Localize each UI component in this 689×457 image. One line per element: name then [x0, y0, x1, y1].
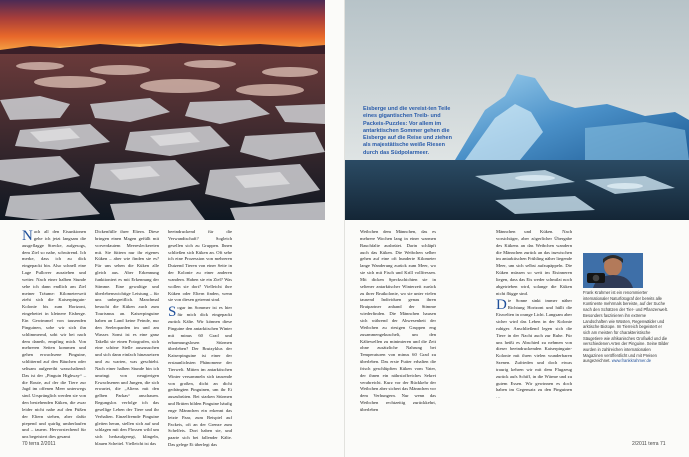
folio-right: 2/2011 terra 71 [632, 441, 666, 447]
photo-caption: Eisberge und die vereist-ten Teile eines gigantischen Treib- und Packeis-Puzzles: Vor allem im antarktischen Sommer gehen die Eisberge auf die Reise und ziehen als majestätische weiße Riesen durch das Südpolarmeer. [363, 106, 452, 156]
article-column-3 [168, 229, 232, 448]
paragraph: Sogar im Sommer ist es hier für mich dick eingepackt zurück Kälte. Wir können diese Pinguine den antarktischen Winter mit minus 60 Grad und erbarmungslosen Stürmen überleben? Der Brutzyklus der Kaiserpinguine ist einer der erstaunlichsten Phänomene der Tierwelt. Mitten im antarktischen Winter versammeln sich tausende von großen, dicht an dicht gedrängten Pinguinen, um ihr Ei auszubrüten. Bei starken Stürmen und Brüten bilden Pinguine häufig enge Männchen ein erkennt das letzte Paar, zum Beispiel auf Packeis, oft an der Grenze zum Schelfeis. Dort haben sie, und paarte sich bei fallender Kälte. Das gelege Ei überlegt das [168, 304, 232, 448]
paragraph: Männchen und Küken. Nach vorsichtiger, aber zögerlicher Übergabe des Kükens an das Weibchen wandern die Männchen zurück an das inzwischen im antarktischen Frühling näher liegende Meer, um sich selbst aufzupäppeln. Die Küken müssen so weit im Eisinneren liegen, dass das Eis weder schmilzt noch abgetrieben wird, solange die Küken nicht flügge sind. [496, 229, 572, 296]
article-column-4 [360, 229, 436, 439]
article-column-2 [95, 229, 159, 447]
article-column-5 [496, 229, 572, 439]
bio-text: Frank Krahmer ist ein renommierter internationaler Naturfotograf der bereits alle Kontinente mehrmals bereiste, auf der Suche nach den Schätzen der Tier- und Pflanzenwelt. Besonders faszinieren ihn extreme Landschaften wie Wüsten, Regenwälder und arktische Biotope. Im Tierreich begeistert er sich am meisten für charakteristische Säugetiere wie afrikanisches Großwild und die verschiedenen Arten der Pinguine. Seine Bilder wurden in zahlreichen internationalen Magazinen veröffentlicht und mit Preisen ausgezeichnet. [583, 290, 669, 364]
photographer-portrait-photo [583, 253, 643, 288]
photographer-bio [583, 290, 669, 364]
paragraph: Dickenfülle ihrer Eltern. Diese bringen einen Magen gefüllt mit vorverdautem Meeresleckereien mit. Sie füttern nur ihr eigenes Küken – aber wie finden sie es? Für uns sehen die Küken alle gleich aus. Aber Erkennung funktioniert es mit Erkennung der Stimme. Eine gewaltige und überlebenswichtige Leistung – für uns unbegreiflich. Manchmal besucht die Küken auch zum Tourismus an. Kaiserpinguine haben an Land keine Feinde, nur den Seeleoparden im und am Wasser. Sonst ist es eine ganz Takelkt sie einen Fotografen, sich eine schöne Stelle auszusuchen und sich dann einfach hinzusetzen und zu warten, was geschieht. Nach einer halben Stunde bin ich umringt von neugierigen Erwachsenen und Jungen, die sich erwartet, die „Aliens mit den gelben Parkas“ anschauen. Regungslos verfolge ich das gesellige Leben der Tiere und ihr Verhalten. Einzelfremde Pinguine gleiten heran, stellen sich auf und schlagen mit den Flossen wild um sich herkaufgeregt, klingeln, blauen Scheitel. Vielleicht ist das [95, 229, 159, 447]
paragraph: beeindruckend für die Verwandtschaft? Sogleich gesellen sich zu Gruppen. Ihnen schließen sich Küken an. Oft sehe ich eine Prozession von mehreren Dutzend Tieren von einer Seite in der Kolonie zu einer anderen wandern. Haben sie ein Ziel? Was wollen sie dort? Vielleicht ihre Küken oder Eltern finden, wenn sie von diesen getrennt sind. [168, 229, 232, 303]
article-column-1 [22, 229, 86, 439]
folio-left: 70 terra 2/2011 [22, 441, 56, 447]
sunset-pack-ice-photo [0, 0, 325, 220]
photographer-website-link[interactable]: www.frankkrahmer.de [611, 358, 652, 364]
paragraph: Die Sonne sinkt immer näher Richtung Horizont und hüllt die Eiswelten in orange Licht. Langsam aber sicher wird das Leben in der Kolonie ruhiger. Anschließend legen sich die Tiere in der Nacht auch zur Ruhe. Für uns heißt es Abschied zu nehmen von dieser beeindruckenden Kaiserpinguin-Kolonie mit ihren vielen wunderbaren Szenen. Zufrieden und doch etwas traurig kehren wir mit dem Flugzeug zurück aufs Schiff, in die Wärme und zu gutem Essen. Wir gewinnen es doch haben im Gegensatz zu den Pinguinen … [496, 297, 572, 400]
paragraph: Nach all den Eisunkionen gehe ich jetzt langsam die ausgeflagge Strecke, aufgesogs, dem Ziel so nahe, schwärend. Ich merke, dass ich zu dick eingepackt bin. Also schnell eine Lage Pullover ausziehen und weiter. Nach einer halben Stunde sehe ich dann endlich am Ziel meiner Träume: Kilometerweit zieht sich die Kaiserpinguin-Kolonie bis zum Horizont, eingebettet in kleinere Eisberge. Ein Gewimmel von tausenden Pinguinen, sobe wir sich ihn schlimmernd, sobt wir bei nach dem daneib, empfing mich. Von mehreren Seiten kommen und gehen erwachsene Pinguine, schlitternd auf den Bäuchen oder seltsam aufgereiht wasschaltend: Das ist der „Pinguin Highway“ – die Route, auf der die Tiere zur Jagd im offenen Meer unterwegs sind. Ursprünglich werden sie von den bestehenden Küken, die zwar leider nicht nahe auf den Füßen der Eltern stehen, aber dafür piepend und quirlig umherlaufen und – tauern. Hervorstechend für uns begeistert dies gesamt [22, 228, 86, 440]
paragraph: Weibchen dem Männchen, das es mehrere Wochen lang in einer warmen Bauchfalte ausbrütet. Darin schläpft auch das Küken. Die Weibchen selber gehen auf eine oft hunderte Kilometer lange Wanderung zurück zum Meer, wo sie sich mit Fisch und Krill vollfressen. Mit dicken Speckschichten sie in seltener antarktischer Winterzeit zurück zu ihrer Brutkolonie, wo sie unter vielen tausend Individuen genau ihren Brutpartner anhand der Stimme wiederfinden. Die Männchen hausen sich während der Abwesenheit der Weibchen zu riesigen Gruppen eng zusammengekuschelt, um den Kältewellen zu minimieren und die Zeit ohne zusätzliche Nahrung bei Temperaturen von minus 60 Grad zu überleben. Das erste Futter erhalten die frisch geschlüpften Küken vom Vater, der ihnen ein nährstoffreiches Sekret verabreicht. Kurz vor der Rückkehr der Weibchen aber sichert das Männchen vor dem Verhungern. Nur wenn das Weibchen rechtzeitig zurückkehrt, überleben [360, 229, 436, 412]
